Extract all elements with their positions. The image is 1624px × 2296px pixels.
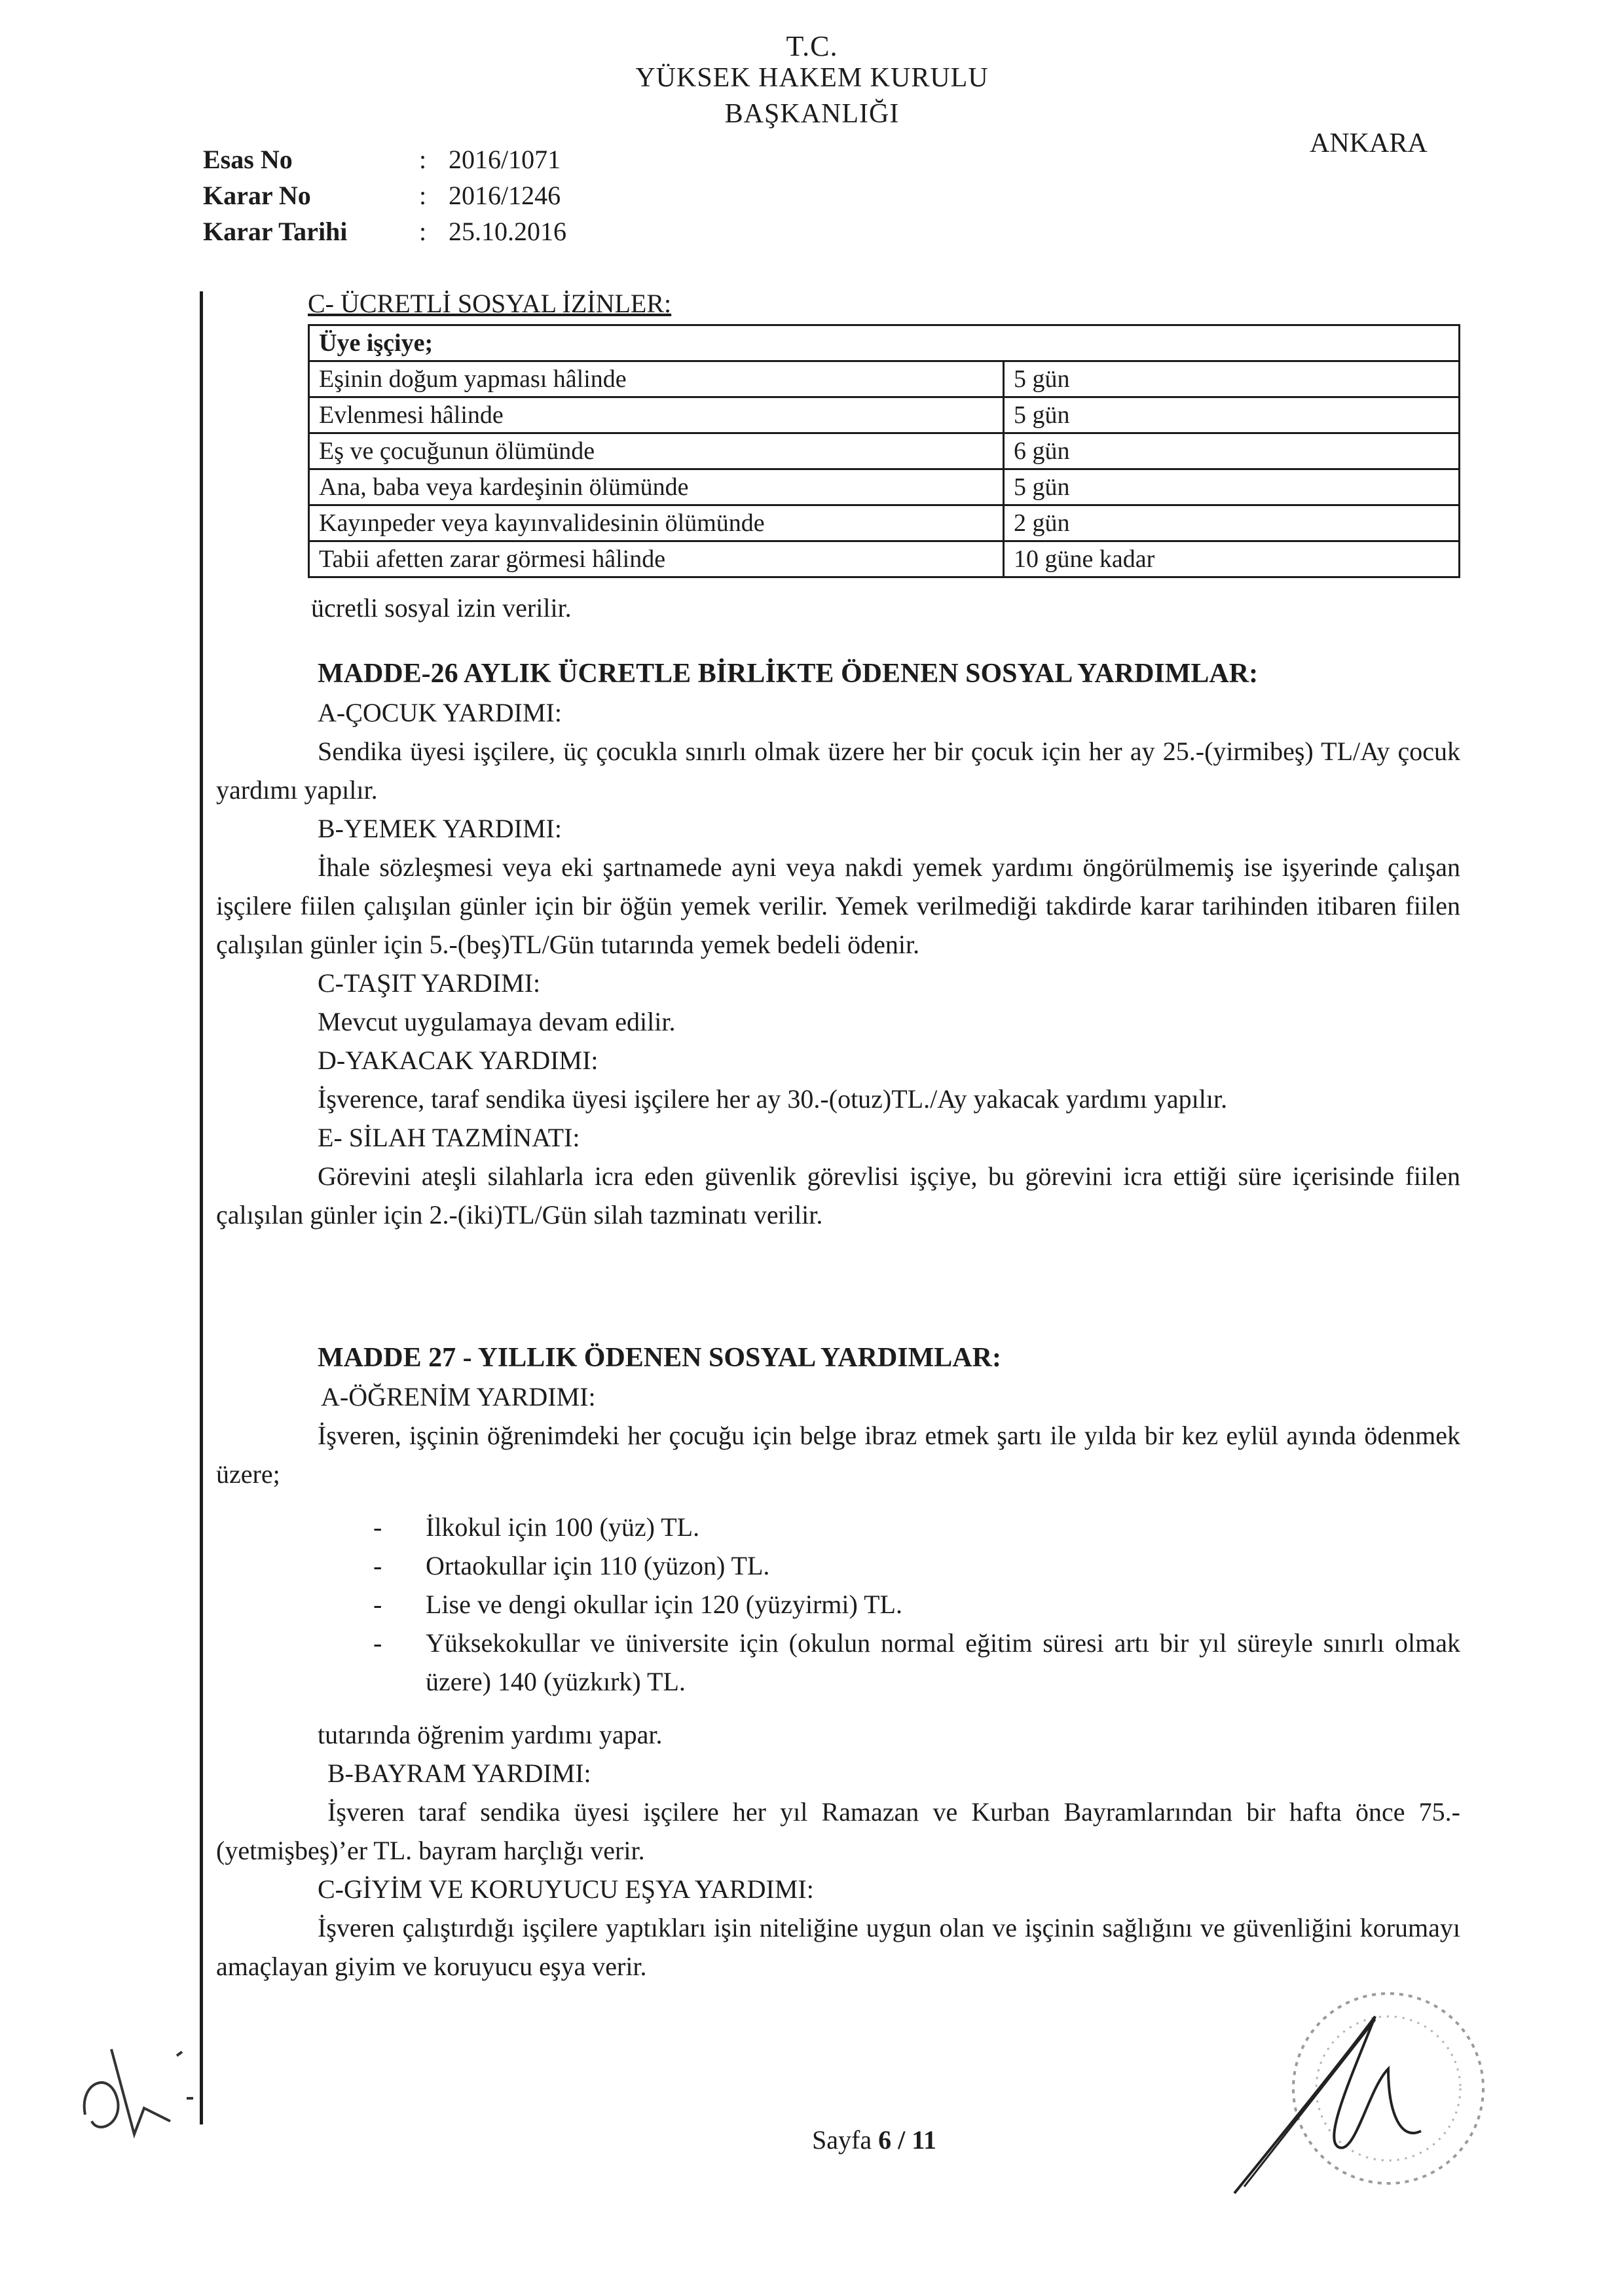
leave-days: 10 güne kadar (1004, 541, 1460, 577)
madde27-c-title: C-GİYİM VE KORUYUCU EŞYA YARDIMI: (318, 1874, 814, 1904)
table-row (309, 397, 1460, 433)
madde27-b-text: İşveren taraf sendika üyesi işçilere her yıl Ramazan ve Kurban Bayramlarından bir hafta önce 75.-(yetmişbeş)’er TL. bayram harçlığı verir. (216, 1797, 1460, 1865)
allowance-list (216, 1493, 1460, 1701)
leave-days: 5 gün (1004, 397, 1460, 433)
header-presidency: BAŞKANLIĞI (724, 99, 900, 129)
meta-karar-no: Karar No : 2016/1246 (203, 181, 561, 210)
leave-label: Eşinin doğum yapması hâlinde (309, 361, 1004, 397)
madde27-a-title: A-ÖĞRENİM YARDIMI: (321, 1382, 596, 1412)
page-number: Sayfa 6 / 11 (812, 2125, 936, 2155)
madde26-title: MADDE-26 AYLIK ÜCRETLE BİRLİKTE ÖDENEN SOSYAL YARDIMLAR: (318, 659, 1259, 689)
header-tc: T.C. (786, 30, 838, 62)
meta-karar-tarihi: Karar Tarihi : 25.10.2016 (203, 217, 566, 246)
section-c-title: C- ÜCRETLİ SOSYAL İZİNLER: (308, 289, 672, 318)
madde26-e-text: Görevini ateşli silahlarla icra eden güvenlik görevlisi işçiye, bu görevini icra ettiği süre içerisinde fiilen çalışılan günler için 2.-(iki)TL/Gün silah tazminatı verilir. (216, 1161, 1460, 1230)
leave-label: Ana, baba veya kardeşinin ölümünde (309, 469, 1004, 505)
madde27-c-text: İşveren çalıştırdığı işçilere yaptıkları işin niteliğine uygun olan ve işçinin sağlığını ve güvenliğini korumayı amaçlayan giyim ve koruyucu eşya verir. (216, 1913, 1460, 1981)
section-c-footer: ücretli sosyal izin verilir. (311, 593, 572, 623)
table-row (309, 505, 1460, 541)
leave-label: Tabii afetten zarar görmesi hâlinde (309, 541, 1004, 577)
leave-label: Evlenmesi hâlinde (309, 397, 1004, 433)
initials-signature-icon (72, 2010, 203, 2154)
margin-rule (200, 291, 203, 2124)
leave-table (308, 324, 1460, 578)
leave-label: Eş ve çocuğunun ölümünde (309, 433, 1004, 469)
madde26-a-title: A-ÇOCUK YARDIMI: (318, 698, 562, 727)
madde27-a-after: tutarında öğrenim yardımı yapar. (318, 1720, 663, 1749)
header-city: ANKARA (1310, 128, 1428, 158)
list-item: - Ortaokullar için 110 (yüzon) TL. (373, 1551, 770, 1580)
madde26-b-text: İhale sözleşmesi veya eki şartnamede ayni veya nakdi yemek yardımı öngörülmemiş ise işyerinde çalışan işçilere fiilen çalışılan günler için bir öğün yemek verilir. Yemek verilmediği takdirde karar tarihinden itibaren fiilen çalışılan günler için 5.-(beş)TL/Gün tutarında yemek bedeli ödenir. (216, 852, 1460, 959)
table-row (309, 433, 1460, 469)
leave-table-header-row (309, 325, 1460, 361)
header-institution: YÜKSEK HAKEM KURULU (635, 63, 989, 93)
madde26-e-title: E- SİLAH TAZMİNATI: (318, 1123, 580, 1152)
madde27-block (216, 1339, 1460, 1986)
list-item: - İlkokul için 100 (yüz) TL. (373, 1512, 700, 1542)
madde26-c-title: C-TAŞIT YARDIMI: (318, 968, 541, 998)
list-item: - Yüksekokullar ve üniversite için (okulun normal eğitim süresi artı bir yıl süreyle sınırlı olmak üzere) 140 (yüzkırk) TL. (373, 1628, 1460, 1696)
list-item: - Lise ve dengi okullar için 120 (yüzyirmi) TL. (373, 1590, 902, 1619)
madde26-d-text: İşverence, taraf sendika üyesi işçilere her ay 30.-(otuz)TL./Ay yakacak yardımı yapılır. (318, 1084, 1228, 1114)
madde26-d-title: D-YAKACAK YARDIMI: (318, 1046, 599, 1075)
table-row (309, 541, 1460, 577)
leave-days: 2 gün (1004, 505, 1460, 541)
madde26-block (216, 655, 1460, 1234)
madde26-b-title: B-YEMEK YARDIMI: (318, 814, 562, 843)
madde27-title: MADDE 27 - YILLIK ÖDENEN SOSYAL YARDIMLAR: (318, 1343, 1001, 1373)
table-row (309, 469, 1460, 505)
leave-days: 5 gün (1004, 361, 1460, 397)
leave-label: Kayınpeder veya kayınvalidesinin ölümünde (309, 505, 1004, 541)
table-row (309, 361, 1460, 397)
leave-table-header: Üye işçiye; (309, 325, 1460, 361)
leave-days: 5 gün (1004, 469, 1460, 505)
meta-esas-no: Esas No : 2016/1071 (203, 145, 561, 174)
leave-days: 6 gün (1004, 433, 1460, 469)
madde26-a-text: Sendika üyesi işçilere, üç çocukla sınırlı olmak üzere her bir çocuk için her ay 25.-(yirmibeş) TL/Ay çocuk yardımı yapılır. (216, 737, 1460, 805)
madde27-a-text: İşveren, işçinin öğrenimdeki her çocuğu için belge ibraz etmek şartı ile yılda bir kez eylül ayında ödenmek üzere; (216, 1421, 1460, 1489)
official-stamp-icon (1225, 1990, 1500, 2206)
madde27-b-title: B-BAYRAM YARDIMI: (327, 1758, 591, 1788)
madde26-c-text: Mevcut uygulamaya devam edilir. (318, 1007, 676, 1036)
